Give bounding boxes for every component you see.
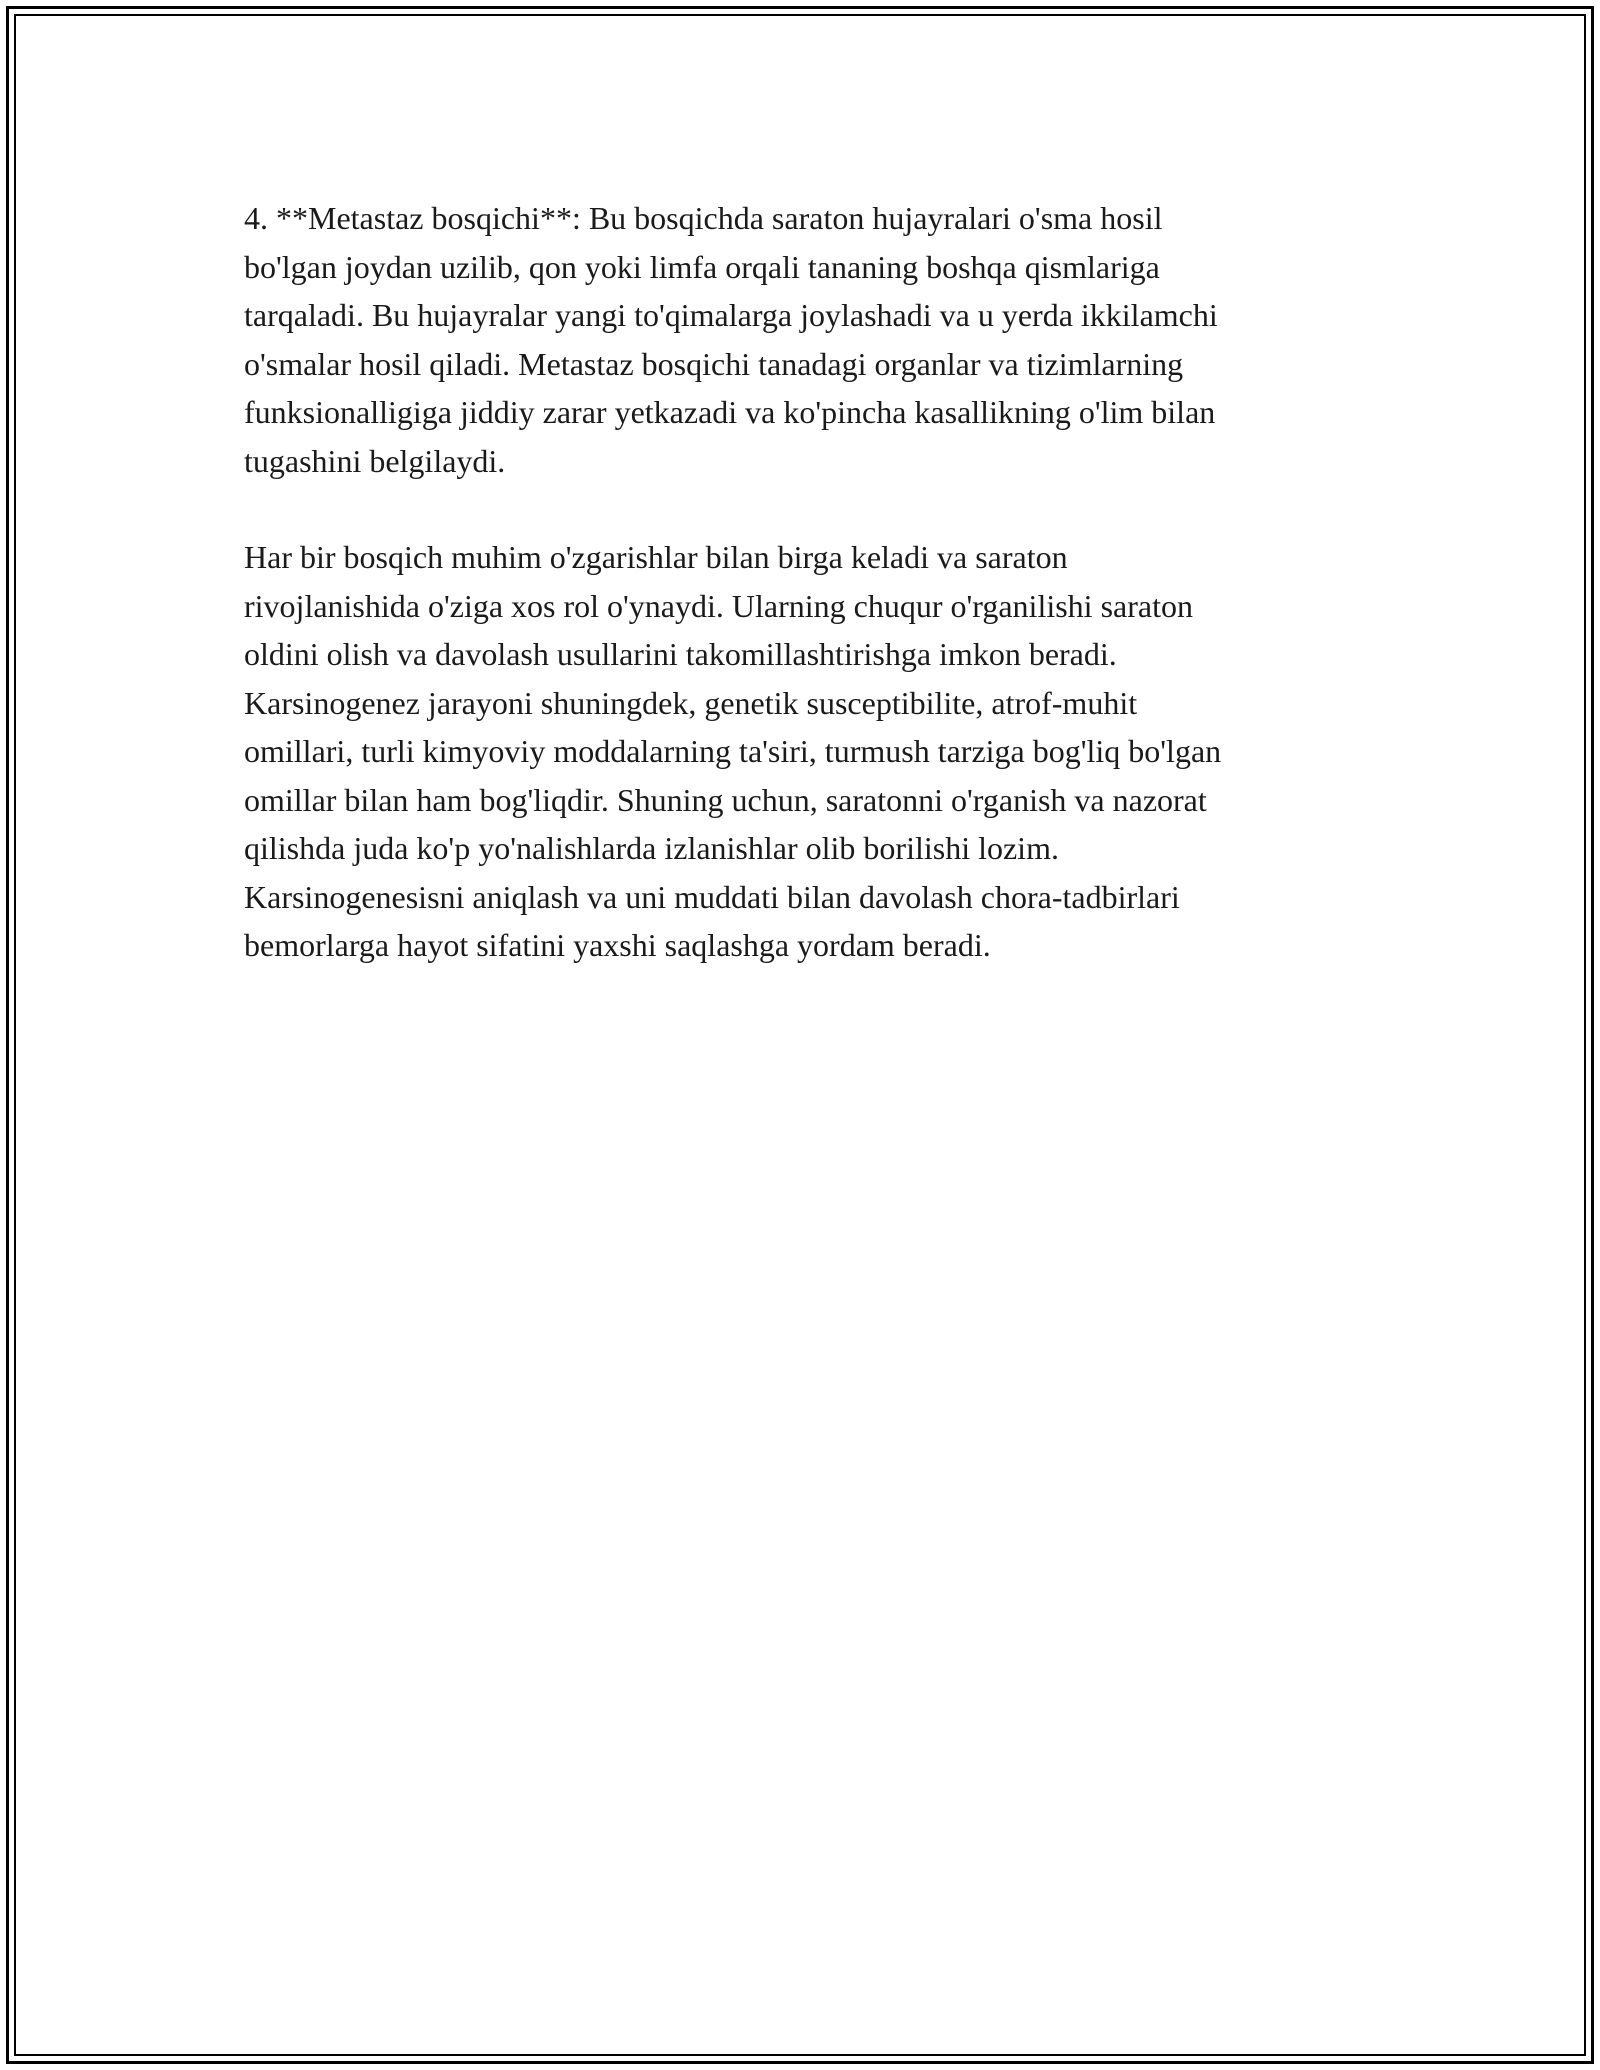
- paragraph-metastasis-stage: 4. **Metastaz bosqichi**: Bu bosqichda saraton hujayralari o'sma hosil bo'lgan joydan uzilib, qon yoki limfa orqali tananing boshqa qismlariga tarqaladi. Bu hujayralar yangi to'qimalarga joylashadi va u yerda ikkilamchi o'smalar hosil qiladi. Metastaz bosqichi tanadagi organlar va tizimlarning funksionalligiga jiddiy zarar yetkazadi va ko'pincha kasallikning o'lim bilan tugashini belgilaydi.: [244, 200, 1218, 479]
- document-body: [244, 194, 1384, 1018]
- page-frame: [6, 6, 1594, 2064]
- paragraph-summary: Har bir bosqich muhim o'zgarishlar bilan birga keladi va saraton rivojlanishida o'ziga xos rol o'ynaydi. Ularning chuqur o'rganilishi saraton oldini olish va davolash usullarini takomillashtirishga imkon beradi. Karsinogenez jarayoni shuningdek, genetik susceptibilite, atrof-muhit omillari, turli kimyoviy moddalarning ta'siri, turmush tarziga bog'liq bo'lgan omillar bilan ham bog'liqdir. Shuning uchun, saratonni o'rganish va nazorat qilishda juda ko'p yo'nalishlarda izlanishlar olib borilishi lozim. Karsinogenesisni aniqlash va uni muddati bilan davolash chora-tadbirlari bemorlarga hayot sifatini yaxshi saqlashga yordam beradi.: [244, 539, 1222, 963]
